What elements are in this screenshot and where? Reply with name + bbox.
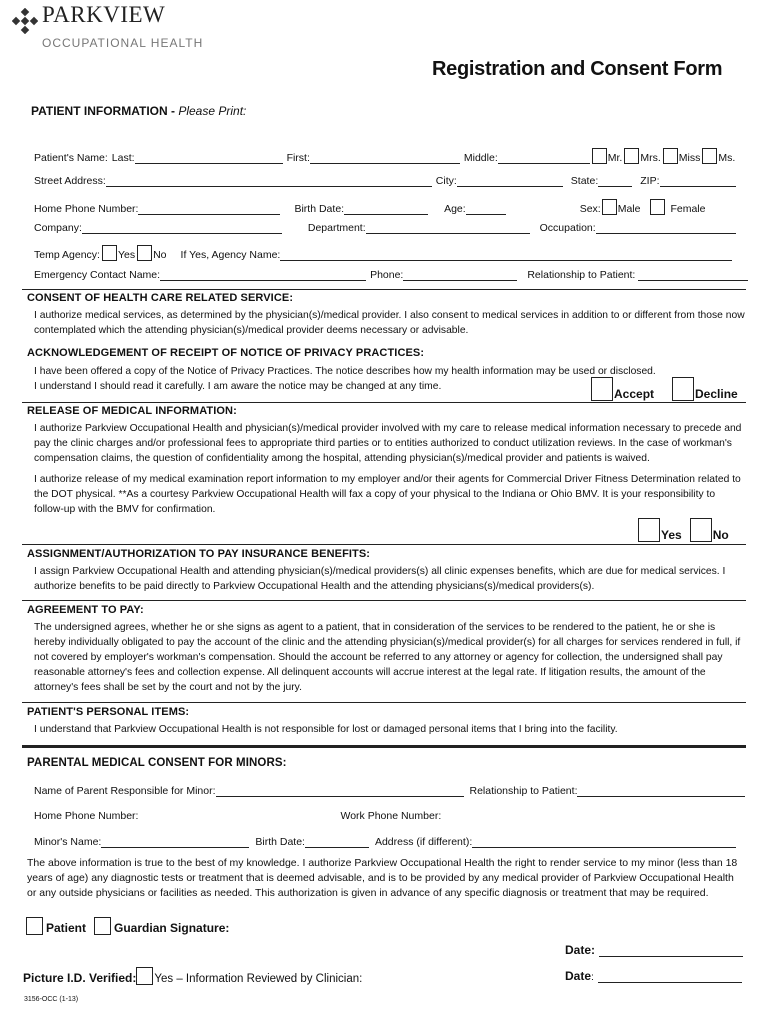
picture-id-checkbox[interactable] — [136, 967, 153, 985]
agency-name-label: If Yes, Agency Name: — [180, 249, 281, 261]
department-label: Department: — [307, 222, 366, 234]
date-row-2 — [565, 969, 746, 983]
last-name-label: Last: — [111, 152, 135, 164]
release-yes-checkbox[interactable] — [638, 518, 660, 542]
ms-label: Ms. — [718, 152, 736, 164]
street-field[interactable] — [106, 176, 432, 187]
parent-name-label: Name of Parent Responsible for Minor: — [34, 785, 216, 797]
department-field[interactable] — [366, 223, 530, 234]
middle-name-label: Middle: — [463, 152, 498, 164]
state-field[interactable] — [598, 176, 632, 187]
zip-label: ZIP: — [640, 175, 660, 187]
minor-birth-field[interactable] — [305, 837, 369, 848]
company-row — [34, 222, 740, 234]
minor-row — [34, 836, 740, 848]
last-name-field[interactable] — [135, 153, 283, 164]
zip-field[interactable] — [660, 176, 736, 187]
release-text-2: I authorize release of my medical examination report information to my employer and/or their agents for Commercial Driver Fitness Determination related to the DOT physical. **As a courtesy Parkview Occupational Health will fax a copy of your physical to the Indiana or Ohio BMV. It is your responsibility to follow-up with the BMV for confirmation. — [34, 474, 741, 515]
miss-checkbox[interactable] — [663, 148, 678, 164]
first-name-field[interactable] — [310, 153, 460, 164]
middle-name-field[interactable] — [498, 153, 590, 164]
emergency-row — [34, 269, 752, 281]
agreement-title: AGREEMENT TO PAY: — [27, 604, 144, 616]
phone-birth-row — [34, 199, 705, 215]
occupation-field[interactable] — [596, 223, 736, 234]
privacy-title: ACKNOWLEDGEMENT OF RECEIPT OF NOTICE OF PRIVACY PRACTICES: — [27, 347, 425, 359]
parent-home-phone-label: Home Phone Number: — [34, 810, 139, 822]
picture-id-label: Picture I.D. Verified: — [23, 971, 137, 985]
home-phone-field[interactable] — [138, 204, 280, 215]
divider-assignment — [22, 544, 746, 545]
emergency-phone-label: Phone: — [370, 269, 404, 281]
miss-label: Miss — [678, 152, 701, 164]
divider-release — [22, 402, 746, 403]
age-field[interactable] — [466, 204, 506, 215]
mrs-checkbox[interactable] — [624, 148, 639, 164]
parkview-logo-icon — [12, 8, 38, 34]
temp-no-label: No — [153, 249, 167, 261]
date-row-1 — [565, 943, 747, 957]
patient-info-note: Please Print: — [178, 104, 247, 118]
consent-text: I authorize medical services, as determined by the physician(s)/medical provider. I also consent to medical services in addition to or different from those now contemplated which the attending physician(s)/medical provider deems necessary or advisable. — [34, 310, 745, 336]
first-name-label: First: — [286, 152, 310, 164]
patient-name-label: Patient's Name: — [34, 152, 108, 164]
consent-title: CONSENT OF HEALTH CARE RELATED SERVICE: — [27, 292, 294, 304]
parent-phone-row — [34, 810, 441, 822]
release-text-1: I authorize Parkview Occupational Health and physician(s)/medical provider involved with my care to release medical information necessary to precede and pay the clinic charges and/or professional fees to appropriate third parties or to entities authorized to conduct utilization reviews. In the case of workman's compensation claims, the question of confidentiality among the hospital, attending physician(s)/medical provider and patients is waived. — [34, 423, 742, 464]
company-label: Company: — [34, 222, 82, 234]
parent-row — [34, 785, 749, 797]
picture-id-row — [23, 967, 362, 985]
mrs-label: Mrs. — [640, 152, 661, 164]
privacy-line2: I understand I should read it carefully. I am aware the notice may be changed at any time. — [34, 381, 442, 392]
relationship-field[interactable] — [638, 270, 748, 281]
home-phone-label: Home Phone Number: — [34, 203, 139, 215]
state-label: State: — [570, 175, 599, 187]
divider-consent — [22, 289, 746, 290]
emergency-contact-field[interactable] — [160, 270, 366, 281]
minor-name-field[interactable] — [101, 837, 249, 848]
assignment-title: ASSIGNMENT/AUTHORIZATION TO PAY INSURANCE BENEFITS: — [27, 548, 371, 560]
assignment-text: I assign Parkview Occupational Health and attending physician(s)/medical providers(s) all clinic expenses benefits, which are due for medical services. I authorize benefits to be paid directly to Parkview Occupational Health and the attending physicians(s)/medical providers(s). — [34, 566, 726, 592]
street-label: Street Address: — [34, 175, 106, 187]
info-reviewed-label: Yes – Information Reviewed by Clinician: — [154, 973, 363, 985]
birth-date-field[interactable] — [344, 204, 428, 215]
personal-text: I understand that Parkview Occupational Health is not responsible for lost or damaged personal items that I bring into the facility. — [34, 724, 618, 735]
male-checkbox[interactable] — [602, 199, 617, 215]
parent-work-phone-label: Work Phone Number: — [340, 810, 442, 822]
temp-agency-label: Temp Agency: — [34, 249, 100, 261]
birth-date-label: Birth Date: — [294, 203, 345, 215]
mr-checkbox[interactable] — [592, 148, 607, 164]
minor-address-label: Address (if different): — [374, 836, 473, 848]
form-title: Registration and Consent Form — [432, 58, 723, 80]
privacy-accept-option[interactable] — [591, 377, 738, 401]
guardian-checkbox[interactable] — [94, 917, 111, 935]
release-yes-no[interactable] — [638, 518, 729, 542]
mr-label: Mr. — [607, 152, 623, 164]
release-title: RELEASE OF MEDICAL INFORMATION: — [27, 405, 237, 417]
divider-agreement — [22, 600, 746, 601]
date-field-1[interactable] — [599, 944, 743, 957]
temp-no-checkbox[interactable] — [137, 245, 152, 261]
male-label: Male — [617, 203, 641, 215]
parent-name-field[interactable] — [216, 786, 464, 797]
form-code: 3156-OCC (1-13) — [24, 996, 79, 1003]
divider-parental — [22, 745, 746, 748]
date-label-2: Date — [565, 969, 592, 983]
patient-label: Patient — [46, 921, 87, 935]
female-checkbox[interactable] — [650, 199, 665, 215]
city-field[interactable] — [457, 176, 563, 187]
patient-info-heading-text: PATIENT INFORMATION - — [31, 104, 175, 118]
agreement-text: The undersigned agrees, whether he or she signs as agent to a patient, that in consideration of the services to be rendered to the patient, he or she is hereby individually obligated to pay the account of the clinic and the attending physician(s)/medical provider(s) for all charges for services rendered in full, if not covered by employer's workman's compensation. Should the account be referred to any attorney or agency for collection, the undersigned shall pay reasonable attorney's fees and collection expense. All delinquent accounts will accrue interest at the legal rate. If litigation results, the amount of the attorney's fees shall be set by the court and not by the jury. — [34, 622, 741, 693]
emergency-contact-label: Emergency Contact Name: — [34, 269, 161, 281]
privacy-line1: I have been offered a copy of the Notice of Privacy Practices. The notice describes how my health information may be used or disclosed. — [34, 366, 656, 377]
parental-text: The above information is true to the best of my knowledge. I authorize Parkview Occupational Health the right to render service to my minor (less than 18 years of age) any diagnostic tests or treatment that is deemed advisable, and is to be provided by any medical provider of Parkview Occupational Health or any outside physicians or facilities as needed. This authorization is given in advance of any specific diagnosis or treatment that may be required. — [27, 857, 738, 899]
sex-label: Sex: — [579, 203, 601, 215]
age-label: Age: — [444, 203, 466, 215]
logo — [12, 4, 232, 52]
logo-subtitle: OCCUPATIONAL HEALTH — [42, 36, 204, 50]
date-field-2[interactable] — [598, 970, 742, 983]
decline-label: Decline — [695, 387, 738, 401]
female-label: Female — [670, 203, 706, 215]
minor-birth-label: Birth Date: — [255, 836, 305, 848]
agency-name-field[interactable] — [280, 250, 732, 261]
temp-yes-label: Yes — [117, 249, 136, 261]
accept-label: Accept — [614, 387, 655, 401]
parent-relationship-field[interactable] — [577, 786, 745, 797]
emergency-phone-field[interactable] — [403, 270, 517, 281]
logo-name: PARKVIEW — [42, 2, 166, 27]
occupation-label: Occupation: — [539, 222, 596, 234]
relationship-label: Relationship to Patient: — [527, 269, 636, 281]
address-row — [34, 175, 740, 187]
city-label: City: — [435, 175, 457, 187]
parental-title: PARENTAL MEDICAL CONSENT FOR MINORS: — [27, 757, 287, 769]
patient-info-heading — [31, 104, 246, 118]
release-no-label: No — [712, 528, 729, 542]
parent-relationship-label: Relationship to Patient: — [469, 785, 578, 797]
patient-name-row — [34, 148, 735, 164]
personal-title: PATIENT'S PERSONAL ITEMS: — [27, 706, 190, 718]
date-colon: : — [591, 971, 594, 983]
minor-address-field[interactable] — [472, 837, 736, 848]
ms-checkbox[interactable] — [702, 148, 717, 164]
guardian-signature-label: Guardian Signature: — [114, 921, 230, 935]
date-label-1: Date: — [565, 943, 596, 957]
decline-checkbox[interactable] — [672, 377, 694, 401]
release-yes-label: Yes — [661, 528, 682, 542]
accept-checkbox[interactable] — [591, 377, 613, 401]
temp-agency-row — [34, 245, 736, 261]
release-no-checkbox[interactable] — [690, 518, 712, 542]
temp-yes-checkbox[interactable] — [102, 245, 117, 261]
signature-row — [26, 917, 229, 935]
minor-name-label: Minor's Name: — [34, 836, 102, 848]
divider-personal — [22, 702, 746, 703]
patient-checkbox[interactable] — [26, 917, 43, 935]
company-field[interactable] — [82, 223, 282, 234]
